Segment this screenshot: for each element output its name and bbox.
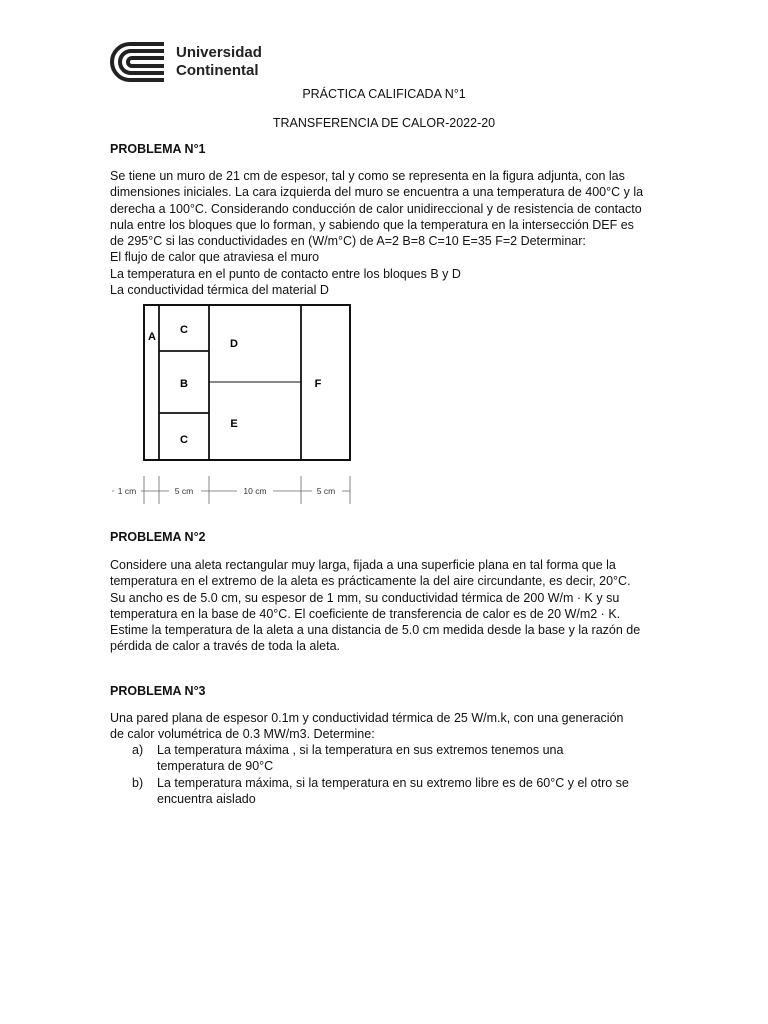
problem-1-line: El flujo de calor que atraviesa el muro	[110, 250, 320, 265]
problem-1-heading: PROBLEMA N°1	[110, 142, 206, 156]
wall-diagram-svg	[112, 300, 364, 506]
list-item-line: La temperatura máxima, si la temperatura en su extremo libre es de 60°C y el otro se	[157, 776, 629, 790]
list-item-b-text	[157, 776, 657, 807]
dim-label-1cm: 1 cm	[117, 486, 137, 496]
problem-2-line: temperatura en el extremo de la aleta es prácticamente la del aire circundante, es decir, 20°C.	[110, 574, 631, 589]
list-marker-a: a)	[132, 743, 144, 757]
document-subtitle: TRANSFERENCIA DE CALOR-2022-20	[272, 116, 496, 130]
block-label-f: F	[314, 378, 322, 390]
problem-1-line: dimensiones iniciales. La cara izquierda del muro se encuentra a una temperatura de 400°C y la	[110, 185, 644, 200]
block-label-c-top: C	[180, 324, 188, 336]
university-logo-icon	[108, 40, 170, 84]
problem-3-text	[110, 710, 658, 743]
block-label-b: B	[180, 378, 188, 390]
problem-1-line: La conductividad térmica del material D	[110, 283, 329, 298]
logo-text	[176, 44, 262, 80]
problem-2-line: Considere una aleta rectangular muy larga, fijada a una superficie plana en tal forma que la	[110, 558, 616, 572]
block-label-d: D	[230, 338, 238, 350]
problem-3-line: Una pared plana de espesor 0.1m y conductividad térmica de 25 W/m.k, con una generación	[110, 711, 624, 725]
problem-1-line: derecha a 100°C. Considerando conducción de calor unidireccional y de resistencia de contacto	[110, 201, 642, 216]
list-item-line: encuentra aislado	[157, 791, 256, 806]
problem-1-line: La temperatura en el punto de contacto entre los bloques B y D	[110, 266, 461, 281]
dim-label-5cm-left: 5 cm	[174, 486, 194, 496]
block-label-e: E	[230, 418, 238, 430]
block-label-a: A	[148, 331, 156, 343]
document-title: PRÁCTICA CALIFICADA N°1	[302, 87, 466, 101]
problem-2-line: pérdida de calor a través de toda la aleta.	[110, 639, 341, 654]
problem-1-line: de 295°C si las conductividades en (W/m°C) de A=2 B=8 C=10 E=35 F=2 Determinar:	[110, 234, 586, 249]
dim-label-10cm: 10 cm	[243, 486, 267, 496]
problem-1-text	[110, 168, 658, 298]
dim-label-5cm-right: 5 cm	[316, 486, 336, 496]
wall-diagram	[112, 300, 364, 506]
block-label-c-bottom: C	[180, 434, 188, 446]
logo-line-1: Universidad	[176, 44, 262, 61]
university-logo	[108, 40, 278, 86]
problem-2-line: Su ancho es de 5.0 cm, su espesor de 1 mm, su conductividad térmica de 200 W/m · K y su	[110, 590, 620, 605]
problem-2-text	[110, 557, 658, 655]
problem-3-heading: PROBLEMA N°3	[110, 684, 206, 698]
problem-2-heading: PROBLEMA N°2	[110, 530, 206, 544]
list-marker-b: b)	[132, 776, 144, 790]
logo-line-2: Continental	[176, 62, 259, 79]
list-item-line: temperatura de 90°C	[157, 758, 274, 773]
problem-2-line: temperatura en la base de 40°C. El coeficiente de transferencia de calor es de 20 W/m2 · K.	[110, 606, 621, 621]
problem-2-line: Estime la temperatura de la aleta a una distancia de 5.0 cm medida desde la base y la razón de	[110, 623, 641, 638]
problem-1-line: nula entre los bloques que lo forman, y sabiendo que la temperatura en la intersección DEF es	[110, 217, 634, 232]
problem-3-line: de calor volumétrica de 0.3 MW/m3. Determine:	[110, 727, 375, 742]
list-item-line: La temperatura máxima , si la temperatura en sus extremos tenemos una	[157, 743, 564, 757]
problem-1-line: Se tiene un muro de 21 cm de espesor, tal y como se representa en la figura adjunta, con las	[110, 169, 625, 183]
list-item-a-text	[157, 743, 657, 774]
